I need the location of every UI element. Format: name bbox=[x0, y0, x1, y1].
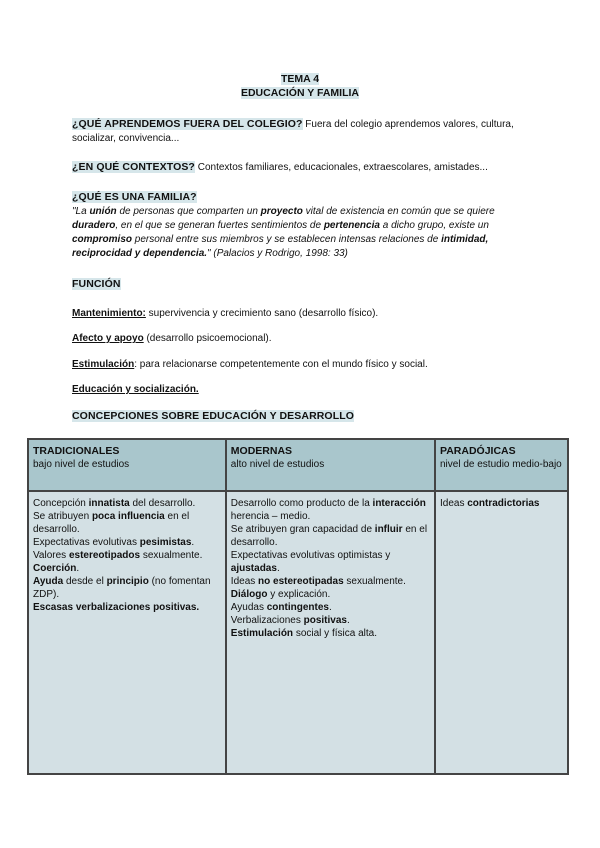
section-function-heading bbox=[72, 277, 532, 292]
section-outside-school bbox=[72, 117, 532, 146]
bold-text: Coerción bbox=[33, 563, 77, 574]
bold-text: Escasas verbalizaciones positivas. bbox=[33, 602, 200, 613]
function-item bbox=[72, 358, 428, 372]
text: . bbox=[276, 563, 280, 574]
function-item bbox=[72, 307, 378, 321]
bold-text: positivas bbox=[303, 615, 347, 626]
cell-line bbox=[440, 497, 563, 510]
section-family bbox=[72, 190, 532, 261]
answer-text: Contextos familiares, educacionales, extraescolares, amistades... bbox=[194, 162, 488, 173]
bold-text: pesimistas bbox=[139, 537, 192, 548]
bold-text: contingentes bbox=[266, 602, 329, 613]
bold-text: no estereotipadas bbox=[258, 576, 344, 587]
column-subtitle: bajo nivel de estudios bbox=[33, 459, 130, 470]
table-row bbox=[28, 491, 568, 774]
bold-text: intimidad, reciprocidad y dependencia. bbox=[72, 234, 489, 259]
function-desc: supervivencia y crecimiento sano (desarrollo físico). bbox=[145, 308, 379, 319]
text: social y física alta. bbox=[293, 628, 377, 639]
cell-line bbox=[33, 562, 221, 575]
function-item bbox=[72, 332, 272, 346]
page-title: EDUCACIÓN Y FAMILIA bbox=[240, 87, 360, 99]
bold-text: contradictorias bbox=[467, 498, 540, 509]
column-subtitle: alto nivel de estudios bbox=[230, 459, 325, 470]
function-item bbox=[72, 383, 199, 397]
text: y explicación. bbox=[267, 589, 331, 600]
bold-text: proyecto bbox=[260, 206, 303, 217]
text: vital de existencia en común que se quiere bbox=[302, 206, 495, 217]
cell-line bbox=[33, 575, 221, 601]
header-cell-paradoxical bbox=[435, 439, 568, 491]
answer-text: Fuera del colegio aprendemos valores, cultura, socializar, convivencia... bbox=[72, 119, 514, 144]
bold-text: estereotipados bbox=[68, 550, 141, 561]
text: Verbalizaciones bbox=[230, 615, 304, 626]
cell-line bbox=[231, 575, 430, 588]
column-title: MODERNAS bbox=[230, 445, 293, 457]
column-subtitle: nivel de estudio medio-bajo bbox=[440, 459, 562, 470]
cell-line bbox=[33, 536, 221, 549]
text: , en el que se generan fuertes sentimientos de bbox=[115, 220, 324, 231]
text: Expectativas evolutivas optimistas y bbox=[230, 550, 391, 561]
cell-line bbox=[33, 497, 221, 510]
bold-text: pertenencia bbox=[323, 220, 380, 231]
section-conceptions-heading bbox=[72, 409, 532, 424]
bold-text: Estimulación bbox=[230, 628, 294, 639]
text: Concepción bbox=[33, 498, 89, 509]
cell-line bbox=[33, 601, 221, 614]
text: personal entre sus miembros y se establecen intensas relaciones de bbox=[132, 234, 442, 245]
cell-line bbox=[231, 549, 430, 575]
bold-text: interacción bbox=[372, 498, 426, 509]
text: sexualmente. bbox=[140, 550, 203, 561]
function-term: Estimulación bbox=[72, 359, 135, 370]
bold-text: ajustadas bbox=[230, 563, 277, 574]
bold-text: Ayuda bbox=[33, 576, 64, 587]
question-heading: ¿QUÉ ES UNA FAMILIA? bbox=[72, 191, 197, 203]
function-term: Afecto y apoyo bbox=[72, 333, 144, 344]
text: Valores bbox=[33, 550, 69, 561]
cell-line bbox=[231, 523, 430, 549]
text: herencia – medio. bbox=[230, 511, 311, 522]
text: . bbox=[346, 615, 350, 626]
cell-line bbox=[231, 601, 430, 614]
text: . bbox=[191, 537, 195, 548]
text: . bbox=[328, 602, 332, 613]
text: (no fomentan ZDP). bbox=[33, 576, 211, 600]
text: Ideas bbox=[230, 576, 259, 587]
text: sexualmente. bbox=[343, 576, 406, 587]
text: Ayudas bbox=[230, 602, 267, 613]
text: Se atribuyen bbox=[33, 511, 92, 522]
bold-text: influir bbox=[374, 524, 403, 535]
function-term: Mantenimiento: bbox=[72, 308, 146, 319]
text: en el desarrollo. bbox=[230, 524, 428, 548]
text: Ideas bbox=[440, 498, 468, 509]
bold-text: principio bbox=[106, 576, 149, 587]
function-term: Educación y socialización. bbox=[72, 384, 199, 395]
text: a dicho grupo, existe un bbox=[379, 220, 489, 231]
text: Desarrollo como producto de la bbox=[230, 498, 373, 509]
text: desde el bbox=[63, 576, 107, 587]
column-title: TRADICIONALES bbox=[33, 445, 120, 457]
column-title: PARADÓJICAS bbox=[440, 445, 516, 457]
header-cell-modern bbox=[226, 439, 435, 491]
question-heading: ¿EN QUÉ CONTEXTOS? bbox=[72, 161, 195, 173]
text: Se atribuyen gran capacidad de bbox=[230, 524, 375, 535]
text: . bbox=[76, 563, 80, 574]
conceptions-heading: CONCEPCIONES SOBRE EDUCACIÓN Y DESARROLLO bbox=[72, 410, 354, 422]
question-heading: ¿QUÉ APRENDEMOS FUERA DEL COLEGIO? bbox=[72, 118, 303, 130]
section-contexts bbox=[72, 160, 532, 175]
cell-modern bbox=[226, 491, 435, 774]
function-heading: FUNCIÓN bbox=[72, 278, 121, 290]
function-desc: : para relacionarse competentemente con el mundo físico y social. bbox=[134, 359, 428, 370]
text: de personas que comparten un bbox=[116, 206, 261, 217]
cell-paradoxical bbox=[435, 491, 568, 774]
text: del desarrollo. bbox=[129, 498, 196, 509]
bold-text: compromiso bbox=[72, 234, 133, 245]
bold-text: innatista bbox=[88, 498, 130, 509]
text: Expectativas evolutivas bbox=[33, 537, 140, 548]
cell-line bbox=[231, 627, 430, 640]
cell-traditional bbox=[28, 491, 226, 774]
text: en el desarrollo. bbox=[33, 511, 190, 535]
text: " (Palacios y Rodrigo, 1998: 33) bbox=[207, 248, 348, 259]
cell-line bbox=[231, 614, 430, 627]
bold-text: unión bbox=[89, 206, 117, 217]
cell-line bbox=[33, 510, 221, 536]
cell-line bbox=[231, 497, 430, 523]
function-desc: (desarrollo psicoemocional). bbox=[143, 333, 272, 344]
table-header-row bbox=[28, 439, 568, 491]
bold-text: Diálogo bbox=[230, 589, 268, 600]
bold-text: duradero bbox=[72, 220, 116, 231]
header-cell-traditional bbox=[28, 439, 226, 491]
cell-line bbox=[231, 588, 430, 601]
conceptions-table bbox=[27, 438, 569, 775]
text: "La bbox=[72, 206, 90, 217]
topic-label: TEMA 4 bbox=[280, 73, 320, 85]
family-definition-quote bbox=[72, 205, 532, 261]
cell-line bbox=[33, 549, 221, 562]
bold-text: poca influencia bbox=[91, 511, 165, 522]
